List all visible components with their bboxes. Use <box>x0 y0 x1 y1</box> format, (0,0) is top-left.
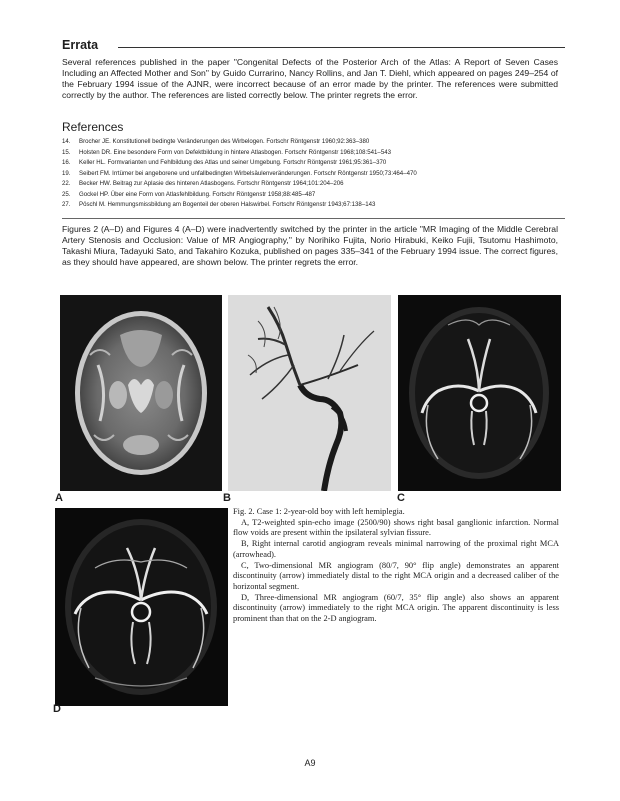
section-divider <box>62 218 565 219</box>
reference-number: 22. <box>62 180 71 187</box>
reference-number: 25. <box>62 190 71 198</box>
references-list <box>62 137 558 211</box>
panel-label-b: B <box>223 492 231 504</box>
caption-panel-b: B, Right internal carotid angiogram reveals minimal narrowing of the proximal right MCA (arrowhead). <box>233 539 559 559</box>
reference-number: 15. <box>62 148 71 156</box>
errata-paragraph-references: Several references published in the paper "Congenital Defects of the Posterior Arch of the Atlas: A Report of Seven Cases Including an Affected Mother and Son" by Guido Currarino, Nancy Rollins, and Jan T. Diehl, which appeared on pages 249–254 of the February 1994 issue of the AJNR, were incorrect because of an error made by the printer. The references were submitted correctly by the author. The references are listed correctly below. The printer regrets the error. <box>62 57 558 100</box>
caption-panel-c: C, Two-dimensional MR angiogram (80/7, 90° flip angle) demonstrates an apparent discontinuity (arrow) immediately distal to the right MCA origin and a decreased caliber of the horizontal segment. <box>233 560 559 591</box>
reference-number: 19. <box>62 169 71 177</box>
panel-label-d: D <box>53 703 61 715</box>
references-heading: References <box>62 120 124 134</box>
reference-text: Holsten DR. Eine besondere Form von Defektbildung in hintere Atlasbogen. Fortschr Röntgenstr 1968;108:541–543 <box>79 148 391 156</box>
reference-number: 14. <box>62 138 71 145</box>
errata-paragraph-figures: Figures 2 (A–D) and Figures 4 (A–D) were inadvertently switched by the printer in the article "MR Imaging of the Middle Cerebral Artery Stenosis and Occlusion: Value of MR Angiography," by Norihiko Fujita, Norio Hirabuki, Keiko Fujii, Tsutomu Hashimoto, Takashi Miura, Tadayuki Sato, and Takahiro Kozuka, published on pages 335–341 of the February 1994 issue. The correct figures, as they should have appeared, are shown below. The printer regrets the error. <box>62 224 558 267</box>
reference-text: Gockel HP. Über eine Form von Atlasfehlbildung. Fortschr Röntgenstr 1958;88:485–487 <box>79 190 316 198</box>
reference-item <box>62 148 558 159</box>
reference-item <box>62 179 558 190</box>
heading-rule <box>118 47 565 48</box>
reference-text: Becker HW. Beitrag zur Aplasie des hinteren Atlasbogens. Fortschr Röntgenstr 1964;101:204–206 <box>79 180 344 187</box>
reference-item <box>62 158 558 169</box>
figure-panel-b-angiogram <box>228 295 391 491</box>
reference-text: Keller HL. Formvarianten und Fehlbildung des Atlas und seiner Umgebung. Fortschr Röntgenstr 1961;95:361–370 <box>79 159 387 166</box>
panel-label-a: A <box>55 492 63 504</box>
panel-label-c: C <box>397 492 405 504</box>
figure-panel-d-3d-mra <box>55 508 228 706</box>
reference-item <box>62 200 558 211</box>
errata-header <box>62 38 565 54</box>
reference-item <box>62 137 558 148</box>
reference-number: 16. <box>62 159 71 166</box>
reference-number: 27. <box>62 201 71 208</box>
figure-panel-a-t2-mri <box>60 295 222 491</box>
reference-item <box>62 190 558 201</box>
figure-caption <box>233 507 559 625</box>
figure-panel-c-2d-mra <box>398 295 561 491</box>
reference-item <box>62 169 558 180</box>
page-number: A9 <box>304 758 316 768</box>
caption-panel-a: A, T2-weighted spin-echo image (2500/90) shows right basal ganglionic infarction. Normal flow voids are present within the ipsilateral sylvian fissure. <box>233 517 559 538</box>
reference-text: Pöschl M. Hemmungsmissbildung am Bogenteil der oberen Halswirbel. Fortschr Röntgenstr 1943;67:138–143 <box>79 201 376 208</box>
reference-text: Brocher JE. Konstitutionell bedingte Veränderungen des Wirbelogen. Fortschr Röntgenstr 1960;92:363–380 <box>79 138 370 145</box>
reference-text: Seibert FM. Irrtümer bei angeborene und unfallbedingten Wirbelsäulenveränderungen. Fortschr Röntgenstr 1950;73:464–470 <box>79 169 417 177</box>
caption-title: Fig. 2. Case 1: 2-year-old boy with left hemiplegia. <box>233 507 405 516</box>
errata-heading: Errata <box>62 38 99 52</box>
caption-panel-d: D, Three-dimensional MR angiogram (60/7, 35° flip angle) also shows an apparent discontinuity (arrow) immediately to the right MCA origin. The apparent discontinuity is less prominent than that on the 2-D angiogram. <box>233 592 559 624</box>
